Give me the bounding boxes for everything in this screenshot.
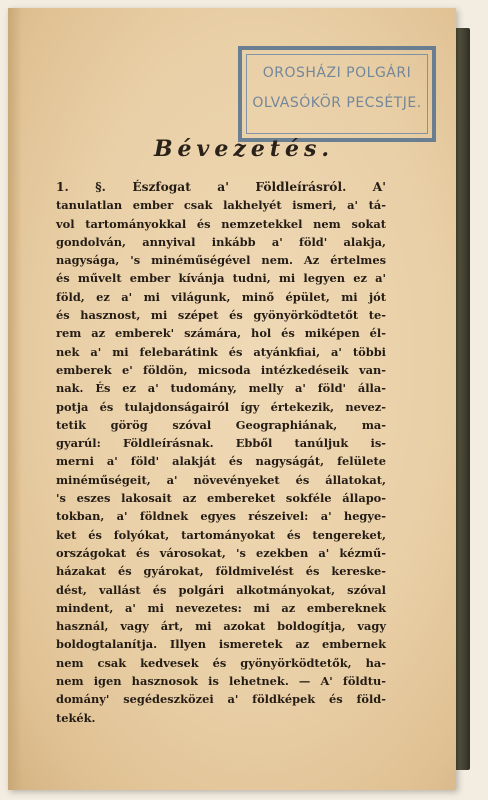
text-line: nem csak kedvesek és gyönyörködtetők, ha- — [56, 655, 386, 670]
text-line: tokban, a' földnek egyes részeivel: a' hegye- — [56, 509, 386, 524]
text-line: gondolván, annyival inkább a' föld' alakja, — [56, 234, 386, 249]
text-line: használ, vagy árt, mi azokat boldogítja, vagy — [56, 619, 386, 634]
text-line: gyarúl: Földleírásnak. Ebből tanúljuk is- — [56, 436, 386, 451]
chapter-heading: Bévezetés. — [153, 136, 335, 162]
text-line: házakat és gyárokat, földmivelést és kereske- — [56, 564, 386, 579]
text-line: tekék. — [56, 710, 96, 725]
library-stamp — [238, 46, 436, 142]
text-line: potja és tulajdonságairól így értekezik, nevez- — [56, 399, 386, 414]
text-line: dést, vallást és polgári alkotmányokat, szóval — [56, 582, 386, 597]
text-line: minéműségeit, a' növevényeket és állatokat, — [56, 472, 386, 487]
stamp-line-2: OLVASÓKÖR PECSÉTJE. — [252, 95, 422, 111]
text-line: mindent, a' mi nevezetes: mi az embereknek — [56, 600, 386, 615]
text-line: emberek e' földön, micsoda intézkedéseik van- — [56, 362, 386, 377]
body-text — [56, 178, 386, 727]
page-edge-shadow — [8, 8, 22, 790]
text-line: domány' segédeszközei a' földképek és föld- — [56, 692, 386, 707]
text-line: tanulatlan ember csak lakhelyét ismeri, a' tá- — [56, 198, 386, 213]
text-line: boldogtalanítja. Illyen ismeretek az embernek — [56, 637, 386, 652]
text-line: merni a' föld' alakját és nagyságát, felülete — [56, 454, 386, 469]
text-line: tetik görög szóval Geographiának, ma- — [56, 417, 386, 432]
text-line: nak. És ez a' tudomány, melly a' föld' álla- — [56, 381, 386, 396]
text-line: ket és folyókat, tartományokat és tengereket, — [56, 527, 386, 542]
text-line: 1. §. Észfogat a' Földleírásról. A' — [56, 180, 386, 194]
text-line: vol tartományokkal és nemzetekkel nem sokat — [56, 216, 386, 231]
text-line: nek a' mi felebarátink és atyánkfiai, a' többi — [56, 344, 386, 359]
text-line: nagysága, 's minéműségével nem. Az értelmes — [56, 253, 386, 268]
text-line: nem igen hasznosok is lehetnek. — A' földtu- — [56, 674, 386, 689]
text-line: és hasznost, mi szépet és gyönyörködtetőt te- — [56, 308, 386, 323]
text-line: rem az emberek' számára, hol és miképen él- — [56, 326, 386, 341]
text-line: föld, ez a' mi világunk, minő épület, mi jót — [56, 289, 386, 304]
stamp-line-1: OROSHÁZI POLGÁRI — [262, 65, 412, 81]
text-line: 's eszes lakosait az embereket sokféle állapo- — [56, 491, 386, 506]
text-line: országokat és városokat, 's ezekben a' kézmű- — [56, 545, 386, 560]
text-line: és művelt ember kívánja tudni, mi legyen ez a' — [56, 271, 386, 286]
